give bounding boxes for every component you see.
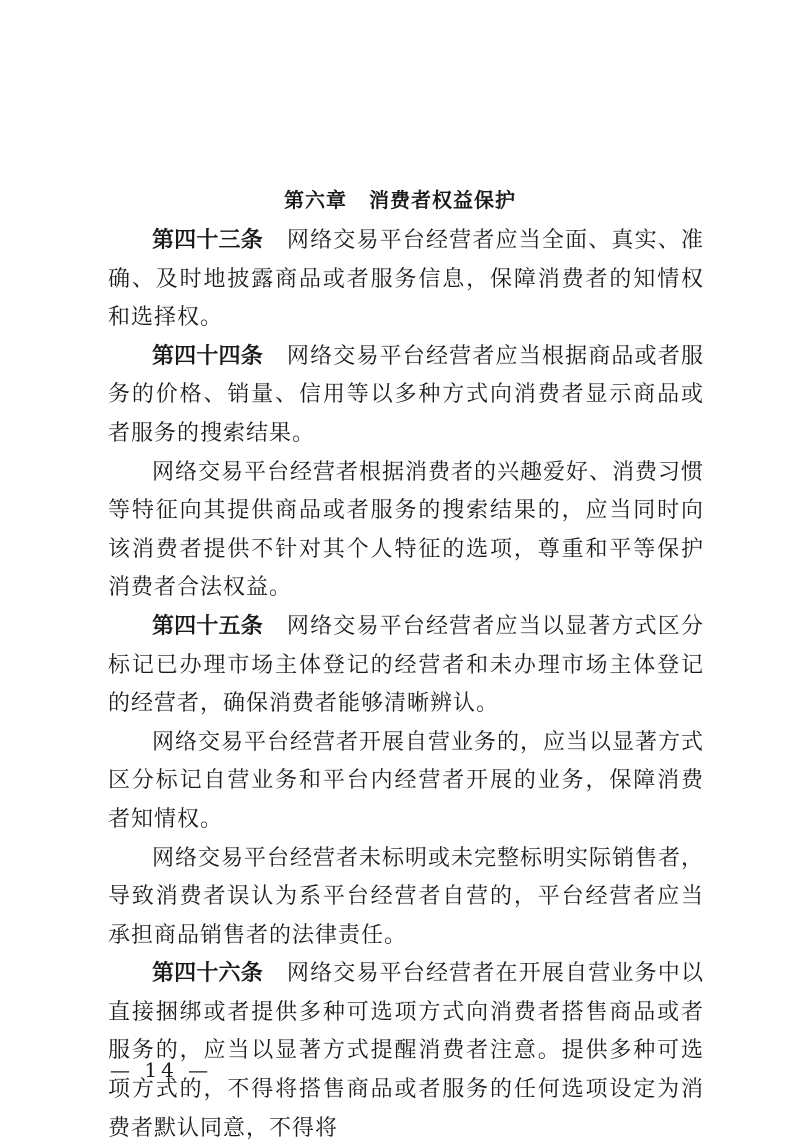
article-number: 第四十四条 [152,343,263,369]
article-number: 第四十六条 [152,961,263,987]
paragraph-article-43 [108,222,704,338]
paragraph-article-45-3 [108,840,704,956]
paragraph-article-45 [108,608,704,724]
article-number: 第四十三条 [152,228,263,253]
paragraph-text: 网络交易平台经营者应当全面、真实、准确、及时地披露商品或者服务信息，保障消费者的知情权和选择权。 [108,228,704,331]
paragraph-text: 网络交易平台经营者在开展自营业务中以直接捆绑或者提供多种可选项方式向消费者搭售商品或者服务的，应当以显著方式提醒消费者注意。提供多种可选项方式的，不得将搭售商品或者服务的任何选项设定为消费者默认同意，不得将 [108,961,704,1141]
chapter-number: 第六章 [284,188,347,212]
paragraph-text: 网络交易平台经营者根据消费者的兴趣爱好、消费习惯等特征向其提供商品或者服务的搜索结果的，应当同时向该消费者提供不针对其个人特征的选项，尊重和平等保护消费者合法权益。 [108,459,705,601]
paragraph-text: 网络交易平台经营者开展自营业务的，应当以显著方式区分标记自营业务和平台内经营者开展的业务，保障消费者知情权。 [108,729,705,832]
body-text [108,222,704,1148]
article-number: 第四十五条 [152,613,263,639]
chapter-name: 消费者权益保护 [369,188,516,212]
chapter-title [0,184,800,213]
paragraph-article-45-2 [108,724,704,840]
paragraph-text: 网络交易平台经营者应当根据商品或者服务的价格、销量、信用等以多种方式向消费者显示商品或者服务的搜索结果。 [108,343,704,446]
paragraph-text: 网络交易平台经营者应当以显著方式区分标记已办理市场主体登记的经营者和未办理市场主体登记的经营者，确保消费者能够清晰辨认。 [108,613,704,717]
paragraph-text: 网络交易平台经营者未标明或未完整标明实际销售者，导致消费者误认为系平台经营者自营的，平台经营者应当承担商品销售者的法律责任。 [108,845,705,948]
paragraph-article-44 [108,338,704,454]
paragraph-article-46 [108,955,704,1148]
paragraph-article-44-2 [108,454,704,608]
page-number: — 14 — [110,1058,213,1082]
